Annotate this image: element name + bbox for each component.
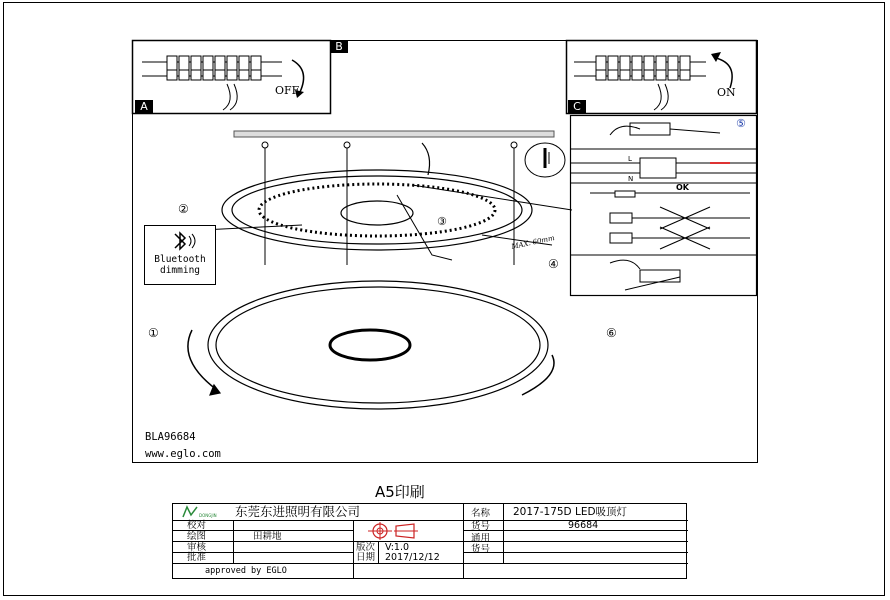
lamp-diagram bbox=[132, 115, 617, 460]
rotate-arrow-icon bbox=[716, 58, 732, 88]
bluetooth-label-line2: dimming bbox=[159, 265, 201, 276]
on-label: ON bbox=[717, 86, 736, 99]
logo-text: DONGJIN bbox=[199, 513, 217, 518]
step-2-label: ② bbox=[178, 202, 189, 216]
terminal-n-label: N bbox=[628, 175, 634, 183]
date-value: 2017/12/12 bbox=[385, 552, 440, 563]
label-c: C bbox=[568, 100, 586, 113]
version-label: 版次 bbox=[356, 542, 376, 553]
common-label-2: 货号 bbox=[471, 544, 491, 555]
step-4-label: ④ bbox=[548, 257, 559, 271]
screw-icons bbox=[262, 142, 517, 265]
screw-detail-icon bbox=[522, 140, 568, 180]
review-label: 审核 bbox=[187, 542, 207, 553]
step-6-label: ⑥ bbox=[606, 326, 617, 340]
hand-icon bbox=[654, 84, 668, 110]
version-value: V:1.0 bbox=[385, 542, 410, 553]
switch-off-panel bbox=[132, 40, 332, 115]
switch-on-panel bbox=[566, 40, 758, 115]
off-label: OFF bbox=[275, 84, 300, 97]
item-no-value: 96684 bbox=[568, 520, 599, 531]
projection-symbol-icon bbox=[368, 522, 428, 540]
ok-label: OK bbox=[676, 183, 689, 192]
wire-ok-icon bbox=[590, 191, 750, 197]
print-size-label: A5印刷 bbox=[375, 483, 425, 501]
lamp-shade bbox=[188, 281, 554, 409]
proofread-label: 校对 bbox=[187, 520, 207, 531]
terminal-block-icon bbox=[574, 56, 706, 80]
connector-icon bbox=[610, 123, 720, 135]
wire-wrong-icons bbox=[610, 207, 750, 249]
bluetooth-box bbox=[144, 225, 216, 285]
drawer-name: 田耕地 bbox=[253, 531, 282, 542]
terminal-l-label: L bbox=[628, 155, 632, 163]
ceiling-hatch bbox=[234, 131, 554, 137]
bluetooth-icon bbox=[167, 230, 197, 252]
wiring-detail-panel bbox=[570, 115, 758, 297]
name-label: 名称 bbox=[471, 508, 491, 519]
website-link[interactable]: www.eglo.com bbox=[145, 448, 221, 460]
drawing-label: 绘图 bbox=[187, 531, 207, 542]
approved-by-text: approved by EGLO bbox=[205, 566, 287, 576]
terminal-block-icon bbox=[142, 56, 282, 80]
product-code: BLA96684 bbox=[145, 431, 196, 443]
step-5-label: ⑤ bbox=[736, 117, 746, 130]
name-value: 2017-175D LED吸顶灯 bbox=[513, 506, 628, 518]
item-no-label: 货号 bbox=[471, 521, 491, 532]
max-label: MAX. 60mm bbox=[510, 234, 556, 251]
common-label-1: 通用 bbox=[471, 533, 491, 544]
label-a: A bbox=[135, 100, 153, 113]
title-block bbox=[172, 503, 687, 579]
date-label: 日期 bbox=[356, 552, 376, 563]
step-1-label: ① bbox=[148, 326, 159, 340]
hand-icon bbox=[223, 84, 237, 110]
label-b: B bbox=[330, 40, 348, 53]
ln-terminal bbox=[570, 158, 758, 178]
step-3-label: ③ bbox=[437, 215, 447, 228]
bluetooth-label-line1: Bluetooth bbox=[154, 254, 206, 265]
company-logo-icon bbox=[179, 505, 219, 520]
connector-release-icon bbox=[610, 260, 680, 290]
approve-label: 批准 bbox=[187, 552, 207, 563]
company-name: 东莞东进照明有限公司 bbox=[235, 504, 361, 519]
